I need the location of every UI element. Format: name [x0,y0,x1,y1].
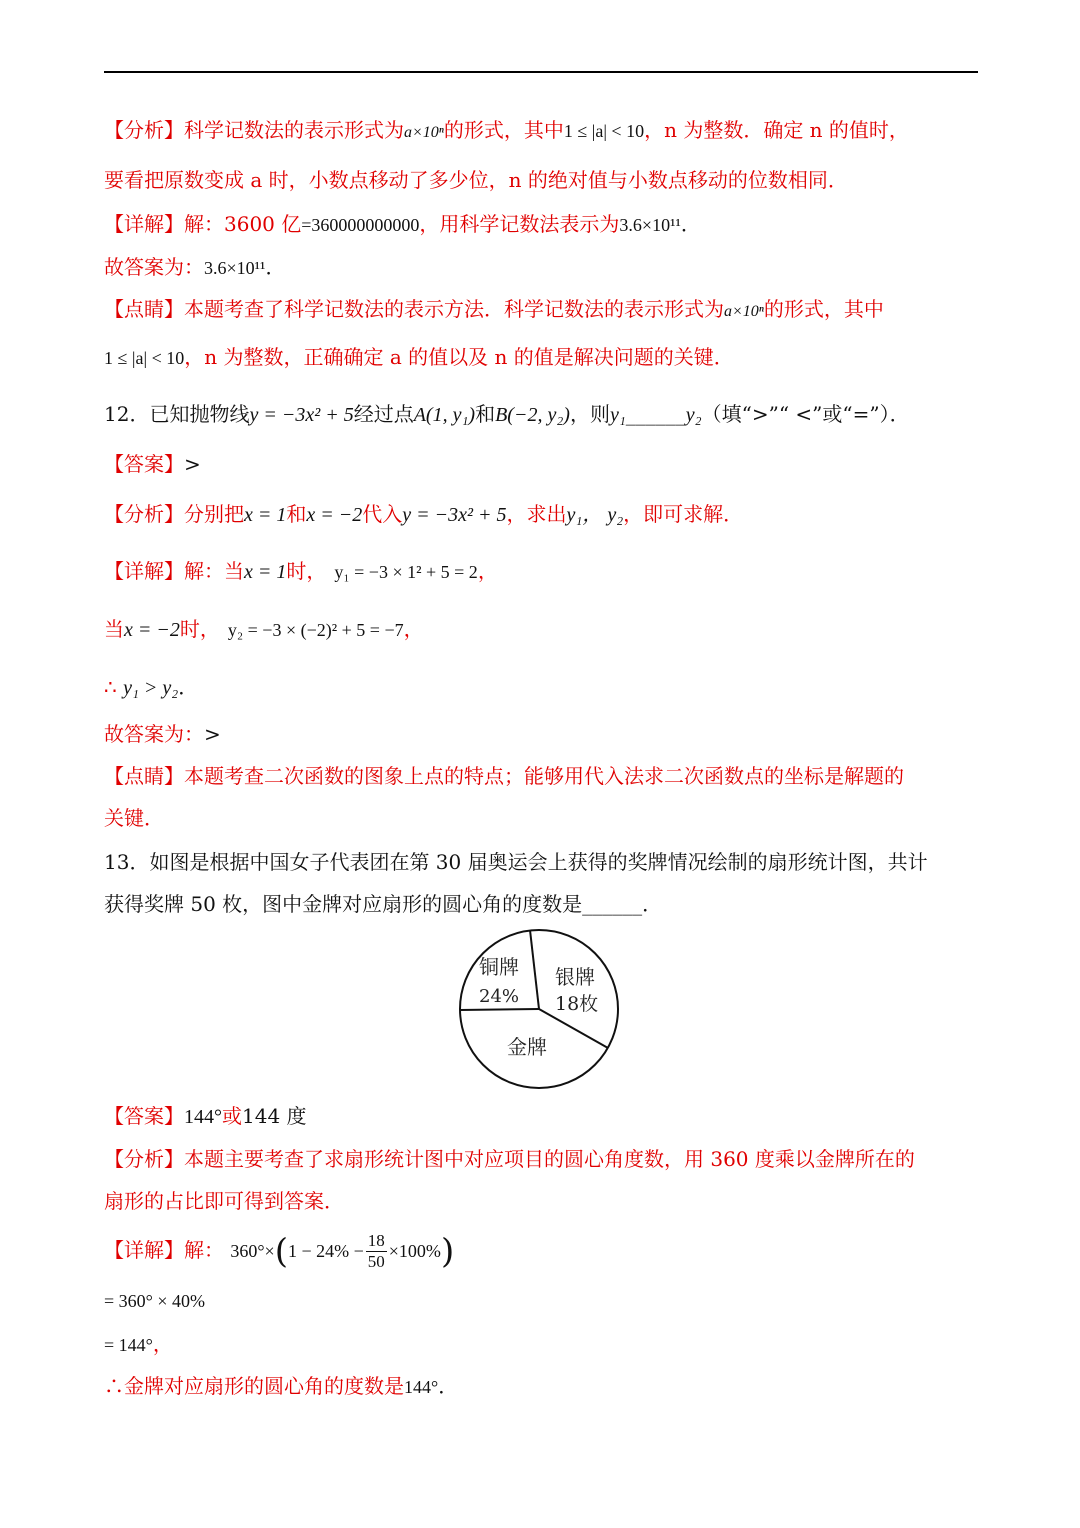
pie-divider-left [460,1009,539,1010]
bronze-label: 铜牌 [479,955,519,979]
q13-analysis: 【分析】本题主要考查了求扇形统计图中对应项目的圆心角度数，用 360 度乘以金牌所在的 [104,1147,915,1171]
q11-detail: 【详解】解：3600 亿=360000000000，用科学记数法表示为3.6×10¹¹． [104,212,701,236]
q11-analysis-line2: 要看把原数变成 a 时，小数点移动了多少位，n 的绝对值与小数点移动的位数相同． [104,168,848,192]
q12-comment: 【点睛】本题考查二次函数的图象上点的特点；能够用代入法求二次函数点的坐标是解题的 [104,764,904,788]
q12-detail-line2: 当x = −2时， y₂ = −3 × (−2)² + 5 = −7， [104,617,424,641]
q12-final: 故答案为：> [104,722,221,746]
answer-blank: ______ [582,892,643,916]
q13-detail: 【详解】解： 360°×(1 − 24% − $\frac{18}{50}$ ×100%) [104,1231,455,1272]
q13-answer: 【答案】144°或144 度 [104,1104,307,1128]
q13-analysis-line2: 扇形的占比即可得到答案． [104,1189,344,1213]
q12-comment-line2: 关键． [104,806,164,830]
gold-label: 金牌 [507,1035,547,1059]
q13-stem-line2: 获得奖牌 50 枚，图中金牌对应扇形的圆心角的度数是______． [104,892,663,916]
comment-tag: 【点睛】 [104,297,184,321]
inequality: 1 ≤ |a| < 10 [563,121,645,141]
analysis-tag: 【分析】 [104,118,184,142]
detail-tag: 【详解】 [104,212,184,236]
silver-label: 银牌 [555,965,595,989]
fraction: $\frac{18}{50}$ [367,1231,385,1271]
q12-therefore: ∴ y₁ > y₂． [104,675,199,699]
medal-pie-chart [455,926,623,1092]
q12-detail: 【详解】解：当x = 1时， y₁ = −3 × 1² + 5 = 2， [104,559,498,583]
header-rule [104,71,978,73]
q13-step1: = 360° × 40% [104,1291,205,1311]
q13-step2: = 144°， [104,1332,173,1356]
pie-divider-top [530,930,539,1009]
q12-stem: 12．已知抛物线y = −3x² + 5经过点A(1, y₁)和B(−2, y₂)，则y₁______y₂（填“>”“ <”或“=”）． [104,402,910,426]
q11-answer: 故答案为：3.6×10¹¹． [104,255,286,279]
sci-notation-form: a×10ⁿ [404,124,444,141]
silver-value: 18枚 [555,993,599,1015]
answer-value: 3.6×10¹¹ [204,258,266,278]
q11-comment-line2: 1 ≤ |a| < 10，n 为整数，正确确定 a 的值以及 n 的值是解决问题的关键． [104,345,734,369]
q11-comment: 【点睛】本题考查了科学记数法的表示方法．科学记数法的表示形式为a×10ⁿ的形式，其中 [104,297,884,321]
q12-answer: 【答案】> [104,452,201,476]
q13-conclusion: ∴金牌对应扇形的圆心角的度数是144°． [104,1374,459,1398]
q11-analysis: 【分析】科学记数法的表示形式为a×10ⁿ的形式，其中1 ≤ |a| < 10，n 为整数．确定 n 的值时， [104,118,909,142]
q12-analysis: 【分析】分别把x = 1和x = −2代入y = −3x² + 5，求出y₁， y₂，即可求解． [104,502,744,526]
answer-blank: ______ [625,402,686,426]
bronze-value: 24% [479,986,520,1007]
q13-stem: 13．如图是根据中国女子代表团在第 30 届奥运会上获得的奖牌情况绘制的扇形统计图，共计 [104,850,928,874]
